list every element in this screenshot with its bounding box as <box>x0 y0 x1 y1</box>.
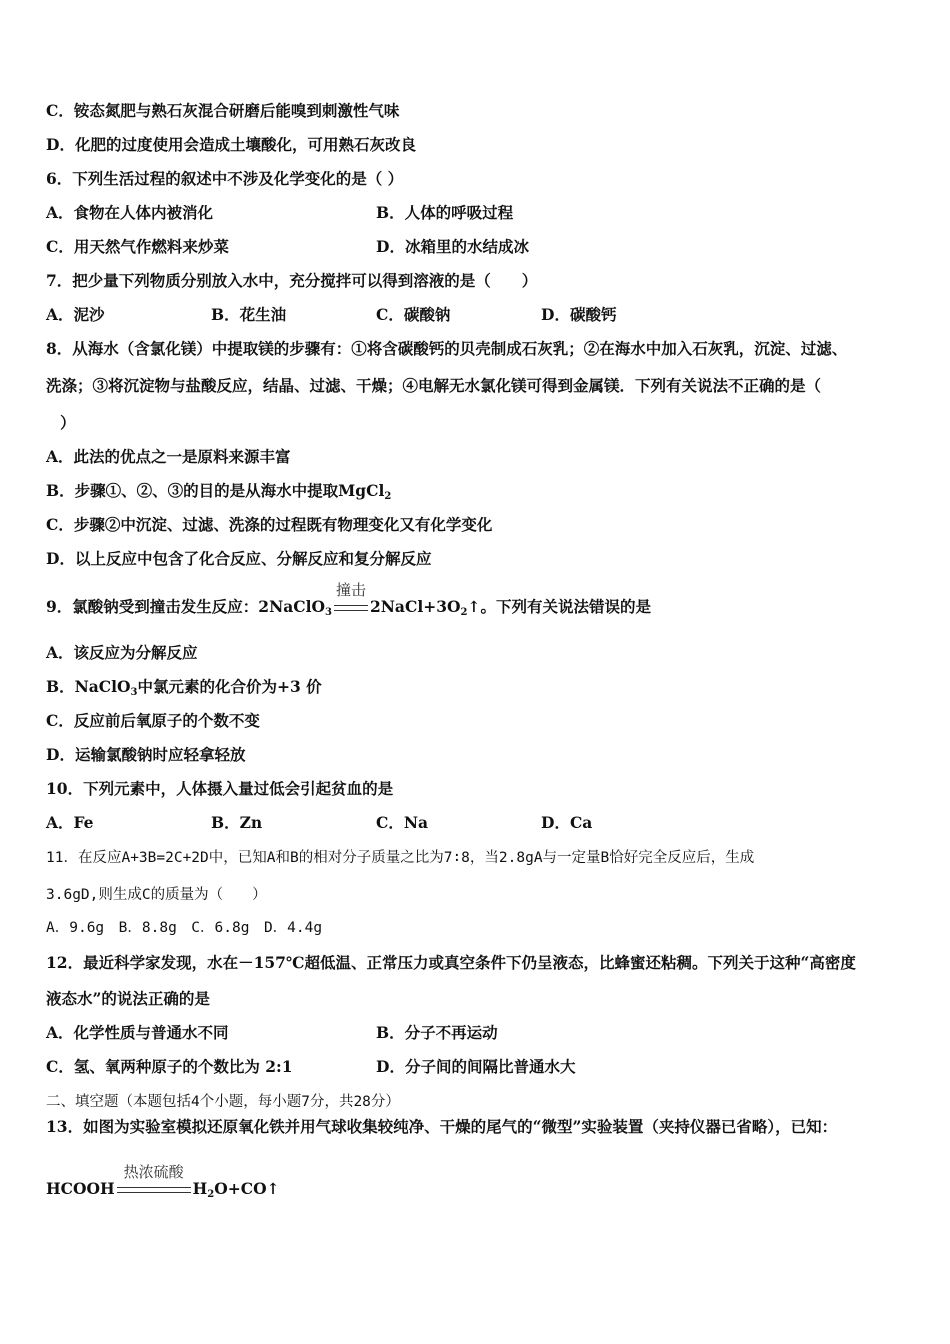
question-9 <box>46 581 651 618</box>
q9-text-pre: 9．氯酸钠受到撞击发生反应：2NaClO <box>46 597 326 616</box>
section-2-heading: 二、填空题（本题包括4个小题，每小题7分，共28分） <box>46 1094 400 1110</box>
question-11-options: A．9.6g B．8.8g C．6.8g D．4.4g <box>46 920 323 936</box>
question-11-line-1: 11．在反应A+3B=2C+2D中，已知A和B的相对分子质量之比为7∶8，当2.8gA与一定量B恰好完全反应后，生成 <box>46 850 755 866</box>
q9-equals-bar <box>334 605 368 611</box>
q10-option-a: A．Fe <box>46 813 94 832</box>
q12-option-c: C．氢、氧两种原子的个数比为 2:1 <box>46 1057 293 1076</box>
q8-option-d: D．以上反应中包含了化合反应、分解反应和复分解反应 <box>46 549 432 568</box>
q9-option-b-pre: B．NaClO <box>46 677 131 696</box>
q8-option-b <box>46 481 391 501</box>
q13-reaction-condition <box>115 1163 193 1199</box>
question-8-line-3: ） <box>60 413 76 432</box>
q9-option-a: A．该反应为分解反应 <box>46 643 198 662</box>
q7-option-d: D．碳酸钙 <box>541 305 617 324</box>
q9-option-b <box>46 677 322 697</box>
q6-option-c: C．用天然气作燃料来炒菜 <box>46 237 229 256</box>
q10-option-b: B．Zn <box>211 813 263 832</box>
q7-option-b: B．花生油 <box>211 305 287 324</box>
q8-option-b-subscript: 2 <box>384 491 392 502</box>
q13-reactant: HCOOH <box>46 1179 115 1198</box>
question-13: 13．如图为实验室模拟还原氧化铁并用气球收集较纯净、干燥的尾气的“微型”实验装置（夹持仪器已省略），已知： <box>46 1117 838 1136</box>
q12-option-d: D．分子间的间隔比普通水大 <box>376 1057 576 1076</box>
q13-condition-label: 热浓硫酸 <box>123 1163 184 1181</box>
q13-product-rest: O+CO↑ <box>214 1179 280 1198</box>
q10-option-c: C．Na <box>376 813 429 832</box>
question-12-line-2: 液态水”的说法正确的是 <box>46 989 210 1008</box>
q13-product-h: H <box>192 1179 208 1198</box>
q7-option-c: C．碳酸钠 <box>376 305 451 324</box>
option-c-ammonium: C．铵态氮肥与熟石灰混合研磨后能嗅到刺激性气味 <box>46 101 400 120</box>
q7-option-a: A．泥沙 <box>46 305 105 324</box>
q9-option-b-post: 中氯元素的化合价为+3 价 <box>137 677 322 696</box>
question-10: 10．下列元素中，人体摄入量过低会引起贫血的是 <box>46 779 394 798</box>
question-8-line-1: 8．从海水（含氯化镁）中提取镁的步骤有：①将含碳酸钙的贝壳制成石灰乳；②在海水中加入石灰乳，沉淀、过滤、 <box>46 339 848 358</box>
question-8-line-2: 洗涤；③将沉淀物与盐酸反应，结晶、过滤、干燥；④电解无水氯化镁可得到金属镁．下列有关说法不正确的是（ <box>46 376 822 395</box>
q9-subscript-2: 2 <box>460 607 468 618</box>
question-6: 6．下列生活过程的叙述中不涉及化学变化的是（ ） <box>46 169 404 188</box>
q12-option-b: B．分子不再运动 <box>376 1023 498 1042</box>
q9-text-post: ↑。下列有关说法错误的是 <box>467 597 651 616</box>
q10-option-d: D．Ca <box>541 813 593 832</box>
q9-subscript-1: 3 <box>325 607 332 618</box>
question-12-line-1: 12．最近科学家发现，水在－157℃超低温、正常压力或真空条件下仍呈液态，比蜂蜜还粘稠。下列关于这种“高密度 <box>46 953 856 972</box>
q8-option-b-formula: MgCl <box>338 481 385 500</box>
q9-condition-label: 撞击 <box>335 581 366 599</box>
q9-reaction-condition <box>332 581 370 617</box>
q9-option-b-subscript: 3 <box>130 687 138 698</box>
q13-subscript: 2 <box>207 1189 215 1200</box>
option-d-fertilizer: D．化肥的过度使用会造成土壤酸化，可用熟石灰改良 <box>46 135 416 154</box>
q13-equals-bar <box>117 1187 191 1193</box>
q6-option-d: D．冰箱里的水结成冰 <box>376 237 529 256</box>
q13-equation <box>46 1163 280 1200</box>
question-11-line-2: 3.6gD,则生成C的质量为（ ） <box>46 887 267 903</box>
question-7: 7．把少量下列物质分别放入水中，充分搅拌可以得到溶液的是（ ） <box>46 271 538 290</box>
q8-option-a: A．此法的优点之一是原料来源丰富 <box>46 447 291 466</box>
q9-option-c: C．反应前后氧原子的个数不变 <box>46 711 260 730</box>
q6-option-a: A．食物在人体内被消化 <box>46 203 214 222</box>
q6-option-b: B．人体的呼吸过程 <box>376 203 514 222</box>
q8-option-b-text: B．步骤①、②、③的目的是从海水中提取 <box>46 481 339 500</box>
q12-option-a: A．化学性质与普通水不同 <box>46 1023 229 1042</box>
q8-option-c: C．步骤②中沉淀、过滤、洗涤的过程既有物理变化又有化学变化 <box>46 515 493 534</box>
q9-option-d: D．运输氯酸钠时应轻拿轻放 <box>46 745 246 764</box>
q9-text-mid: 2NaCl+3O <box>369 597 461 616</box>
